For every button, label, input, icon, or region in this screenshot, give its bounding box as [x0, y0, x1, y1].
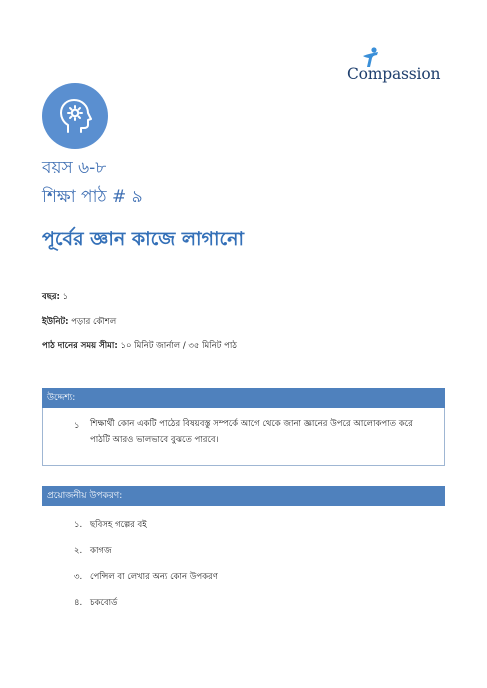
meta-year: [42, 290, 68, 304]
compassion-logo: [347, 47, 447, 87]
list-item-number: ৩.: [74, 572, 83, 582]
materials-heading: প্রয়োজনীয় উপকরণ:: [42, 486, 445, 506]
meta-time-label: পাঠ দানের সময় সীমা:: [42, 341, 118, 351]
meta-unit-label: ইউনিট:: [42, 317, 69, 327]
objective-heading: উদ্দেশ্য:: [42, 388, 445, 408]
list-item: [74, 518, 147, 532]
meta-unit: [42, 315, 116, 329]
objective-item-text: শিক্ষার্থী কোন একটি পাঠের বিষয়বস্তু সম্পর্কে আগে থেকে জানা জ্ঞানের উপরে আলোকপাত করে পাঠটি আরও ভালভাবে বুঝতে পারবে।: [90, 419, 413, 445]
list-item-number: ২.: [74, 546, 83, 556]
lesson-badge: [42, 83, 108, 149]
brand-name: Compassion: [347, 65, 441, 83]
list-item-number: ১.: [74, 520, 83, 530]
list-item: [74, 596, 117, 610]
meta-unit-value: পড়ার কৌশল: [71, 317, 117, 327]
meta-time-value: ১০ মিনিট জার্নাল / ৩৫ মিনিট পাঠ: [120, 341, 237, 351]
list-item-number: ৪.: [74, 598, 83, 608]
age-range: বয়স ৬-৮: [42, 158, 107, 178]
meta-year-label: বছর:: [42, 292, 60, 302]
list-item: [74, 570, 218, 584]
list-item-text: কাগজ: [90, 546, 112, 556]
list-item-text: পেন্সিল বা লেখার অন্য কোন উপকরণ: [90, 572, 218, 582]
objective-item-number: ১: [74, 421, 80, 431]
list-item: [74, 544, 112, 558]
lesson-title: পূর্বের জ্ঞান কাজে লাগানো: [42, 228, 244, 250]
lesson-number: শিক্ষা পাঠ # ৯: [42, 187, 143, 207]
meta-year-value: ১: [62, 292, 69, 302]
list-item-text: ছবিসহ গল্পের বই: [90, 520, 147, 530]
meta-time: [42, 339, 237, 353]
head-gear-icon: [55, 96, 95, 136]
list-item-text: চকবোর্ড: [90, 598, 118, 608]
